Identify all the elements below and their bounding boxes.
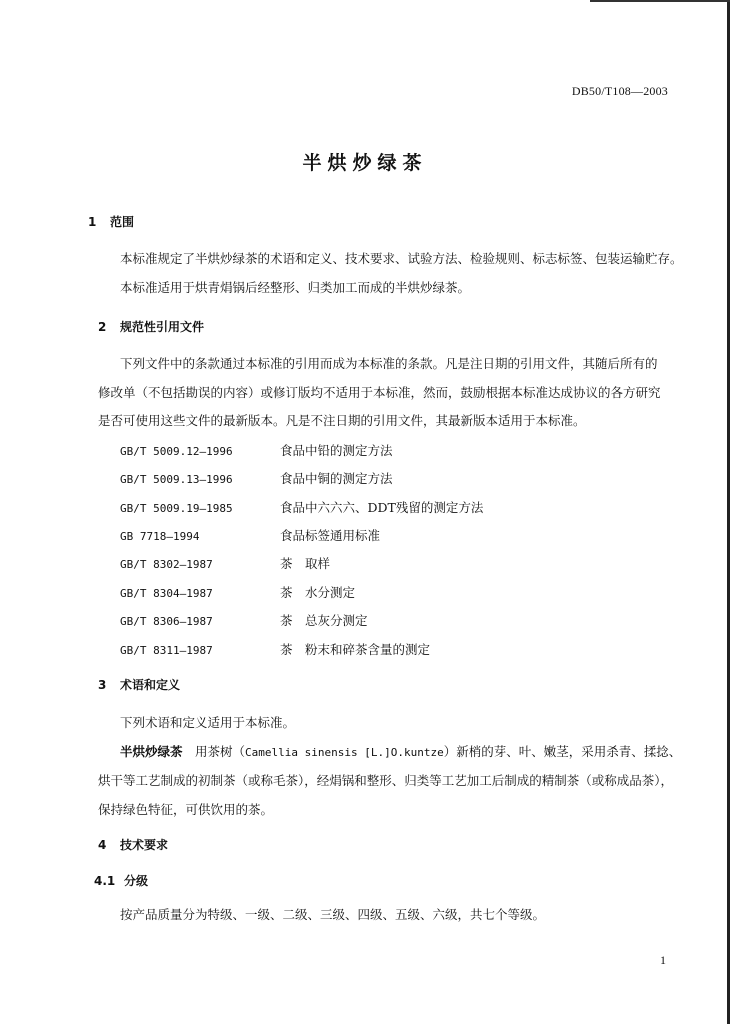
definition-text: ）新梢的芽、叶、嫩茎，采用杀青、揉捻、 [443,744,682,759]
reference-title: 食品标签通用标准 [280,528,381,543]
reference-title: 茶 水分测定 [280,585,356,600]
reference-code: GB/T 5009.12—1996 [120,445,233,458]
latin-name: Camellia sinensis [L.]O.kuntze [245,746,444,759]
definition-text: 用茶树（ [182,744,246,759]
section-2-paragraph-line-1: 下列文件中的条款通过本标准的引用而成为本标准的条款。凡是注日期的引用文件，其随后所有的 [120,356,658,371]
reference-code: GB/T 5009.19—1985 [120,502,233,515]
section-number: 4 [98,838,107,852]
term-name: 半烘炒绿茶 [120,744,183,759]
term-definition-line-3: 保持绿色特征，可供饮用的茶。 [98,802,274,817]
section-title: 技术要求 [120,838,169,852]
section-number: 2 [98,320,107,334]
section-title: 范围 [110,215,135,229]
section-2-paragraph-line-2: 修改单（不包括勘误的内容）或修订版均不适用于本标准，然而，鼓励根据本标准达成协议的各方研究 [98,385,661,400]
section-4-1-paragraph: 按产品质量分为特级、一级、二级、三级、四级、五级、六级，共七个等级。 [120,907,546,922]
reference-row [120,640,430,658]
subsection-number: 4.1 [94,874,116,888]
subsection-title: 分级 [124,874,149,888]
section-1-paragraph-2: 本标准适用于烘青焆锅后经整形、归类加工而成的半烘炒绿茶。 [120,280,471,295]
reference-row [120,441,393,459]
section-1-heading [88,213,134,230]
reference-title: 茶 总灰分测定 [280,613,368,628]
section-number: 1 [88,215,97,229]
document-title: 半烘炒绿茶 [302,152,428,174]
reference-title: 茶 取样 [280,556,331,571]
section-title: 术语和定义 [120,678,181,692]
reference-title: 食品中铜的测定方法 [280,471,393,486]
reference-code: GB/T 8304—1987 [120,587,213,600]
reference-code: GB/T 8302—1987 [120,558,213,571]
section-4-heading [98,836,168,853]
reference-code: GB/T 8306—1987 [120,615,213,628]
standard-code: DB50/T108—2003 [571,84,668,98]
term-definition-line-1 [120,742,690,760]
reference-row [120,554,330,572]
section-3-paragraph-1: 下列术语和定义适用于本标准。 [120,715,296,730]
reference-row [120,498,483,516]
reference-code: GB 7718—1994 [120,530,200,543]
reference-code: GB/T 5009.13—1996 [120,473,233,486]
reference-code: GB/T 8311—1987 [120,644,213,657]
reference-title: 食品中六六六、DDT残留的测定方法 [280,500,484,515]
reference-title: 茶 粉末和碎茶含量的测定 [280,642,431,657]
page-number: 1 [660,953,666,967]
reference-row [120,583,355,601]
top-rule [590,0,730,2]
reference-row [120,526,380,544]
section-3-heading [98,676,180,693]
reference-title: 食品中铅的测定方法 [280,443,393,458]
subsection-4-1-heading [94,872,148,889]
term-definition-line-2: 烘干等工艺制成的初制茶（或称毛茶），经焆锅和整形、归类等工艺加工后制成的精制茶（或称成品茶）， [98,773,674,788]
section-2-heading [98,318,204,335]
section-title: 规范性引用文件 [120,320,205,334]
reference-row [120,611,368,629]
reference-row [120,469,393,487]
section-number: 3 [98,678,107,692]
section-2-paragraph-line-3: 是否可使用这些文件的最新版本。凡是不注日期的引用文件，其最新版本适用于本标准。 [98,413,586,428]
section-1-paragraph-1: 本标准规定了半烘炒绿茶的术语和定义、技术要求、试验方法、检验规则、标志标签、包装运输贮存。 [120,251,683,266]
